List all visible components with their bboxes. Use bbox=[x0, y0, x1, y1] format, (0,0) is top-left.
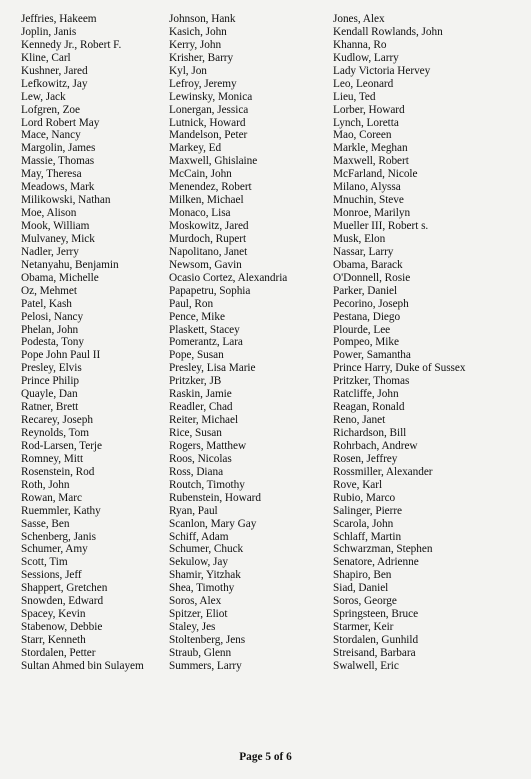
name-entry: Sekulow, Jay bbox=[169, 556, 228, 569]
name-column-2 bbox=[169, 13, 333, 673]
name-entry: Lutnick, Howard bbox=[169, 116, 246, 129]
name-entry: Oz, Mehmet bbox=[21, 284, 77, 297]
name-entry: Lefroy, Jeremy bbox=[169, 77, 237, 90]
name-entry: Roos, Nicolas bbox=[169, 452, 232, 465]
name-entry: Ross, Diana bbox=[169, 465, 224, 478]
name-entry: Margolin, James bbox=[21, 142, 96, 155]
name-entry: Rowan, Marc bbox=[21, 491, 82, 504]
name-entry: Ocasio Cortez, Alexandria bbox=[169, 271, 288, 284]
name-entry: Milano, Alyssa bbox=[333, 181, 401, 194]
name-entry: Ruemmler, Kathy bbox=[21, 504, 101, 517]
name-entry: Maxwell, Ghislaine bbox=[169, 155, 258, 168]
name-entry: Kendall Rowlands, John bbox=[333, 25, 443, 38]
name-entry: McCain, John bbox=[169, 168, 232, 181]
name-entry: Mook, William bbox=[21, 220, 90, 232]
name-entry: May, Theresa bbox=[21, 168, 82, 181]
name-entry: Kasich, John bbox=[169, 25, 227, 38]
name-entry: Johnson, Hank bbox=[169, 13, 236, 25]
name-entry: O'Donnell, Rosie bbox=[333, 271, 411, 284]
name-entry: Rosenstein, Rod bbox=[21, 465, 95, 478]
name-entry: Richardson, Bill bbox=[333, 427, 407, 439]
name-entry: Senatore, Adrienne bbox=[333, 556, 419, 569]
name-entry: Raskin, Jamie bbox=[169, 388, 232, 401]
name-entry: Scott, Tim bbox=[21, 556, 68, 569]
name-entry: Mao, Coreen bbox=[333, 129, 392, 142]
name-entry: Reno, Janet bbox=[333, 414, 386, 427]
name-entry: Lewinsky, Monica bbox=[169, 90, 253, 103]
name-entry: Pestana, Diego bbox=[333, 310, 401, 323]
name-entry: Obama, Michelle bbox=[21, 271, 99, 284]
name-entry: Kline, Carl bbox=[21, 51, 71, 64]
name-entry: Power, Samantha bbox=[333, 349, 411, 362]
name-entry: Nadler, Jerry bbox=[21, 245, 79, 258]
name-entry: Rohrbach, Andrew bbox=[333, 439, 418, 452]
footer-current-page: 5 bbox=[265, 751, 271, 763]
name-entry: Scarola, John bbox=[333, 517, 394, 530]
name-entry: Lew, Jack bbox=[21, 90, 66, 103]
name-entry: Shapiro, Ben bbox=[333, 569, 392, 582]
name-entry: Streisand, Barbara bbox=[333, 646, 416, 659]
name-entry: Rove, Karl bbox=[333, 478, 383, 491]
name-entry: Readler, Chad bbox=[169, 401, 233, 414]
name-entry: Kushner, Jared bbox=[21, 64, 88, 77]
name-entry: Swalwell, Eric bbox=[333, 659, 399, 672]
name-entry: Mueller III, Robert s. bbox=[333, 220, 429, 232]
name-entry: Monaco, Lisa bbox=[169, 207, 231, 220]
page-footer bbox=[0, 751, 531, 763]
name-entry: Routch, Timothy bbox=[169, 478, 245, 491]
name-entry: Moe, Alison bbox=[21, 207, 77, 220]
name-entry: Rice, Susan bbox=[169, 427, 222, 439]
name-entry: Quayle, Dan bbox=[21, 388, 78, 401]
name-entry: Roth, John bbox=[21, 478, 70, 491]
name-entry: Parker, Daniel bbox=[333, 284, 398, 297]
name-entry: Ryan, Paul bbox=[169, 504, 218, 517]
name-entry: Pope John Paul II bbox=[21, 349, 101, 362]
name-entry: Spitzer, Eliot bbox=[169, 608, 228, 621]
name-entry: Pope, Susan bbox=[169, 349, 224, 362]
name-entry: Joplin, Janis bbox=[21, 25, 77, 38]
name-entry: Napolitano, Janet bbox=[169, 245, 248, 258]
name-entry: Pelosi, Nancy bbox=[21, 310, 84, 323]
name-entry: Milikowski, Nathan bbox=[21, 194, 111, 207]
footer-page-word: Page bbox=[239, 751, 263, 763]
name-entry: Nassar, Larry bbox=[333, 245, 394, 258]
name-entry: Mulvaney, Mick bbox=[21, 232, 95, 245]
name-entry: Papapetru, Sophia bbox=[169, 284, 251, 297]
name-entry: Straub, Glenn bbox=[169, 646, 232, 659]
name-entry: Lynch, Loretta bbox=[333, 116, 399, 129]
name-entry: Pritzker, Thomas bbox=[333, 375, 410, 388]
name-entry: Shamir, Yitzhak bbox=[169, 569, 241, 582]
name-entry: Lorber, Howard bbox=[333, 103, 405, 116]
name-entry: Paul, Ron bbox=[169, 297, 214, 310]
name-entry: Plaskett, Stacey bbox=[169, 323, 240, 336]
name-entry: Netanyahu, Benjamin bbox=[21, 258, 119, 271]
name-column-1 bbox=[21, 13, 169, 673]
name-entry: Sessions, Jeff bbox=[21, 569, 82, 582]
name-entry: Shappert, Gretchen bbox=[21, 582, 108, 595]
name-entry: Reagan, Ronald bbox=[333, 401, 405, 414]
name-entry: Kerry, John bbox=[169, 38, 222, 51]
name-entry: Prince Harry, Duke of Sussex bbox=[333, 362, 466, 375]
name-entry: Kyl, Jon bbox=[169, 64, 207, 77]
name-entry: Pritzker, JB bbox=[169, 375, 222, 388]
name-entry: Kudlow, Larry bbox=[333, 51, 399, 64]
name-entry: Staley, Jes bbox=[169, 621, 216, 634]
name-entry: Plourde, Lee bbox=[333, 323, 391, 336]
name-entry: Snowden, Edward bbox=[21, 595, 104, 608]
name-entry: Rogers, Matthew bbox=[169, 439, 247, 452]
name-entry: Pence, Mike bbox=[169, 310, 225, 323]
name-entry: Murdoch, Rupert bbox=[169, 232, 247, 245]
name-entry: Rubenstein, Howard bbox=[169, 491, 261, 504]
name-entry: Spacey, Kevin bbox=[21, 608, 86, 621]
name-entry: Springsteen, Bruce bbox=[333, 608, 419, 621]
name-entry: Kennedy Jr., Robert F. bbox=[21, 38, 122, 51]
name-entry: Sasse, Ben bbox=[21, 517, 70, 530]
name-entry: Stoltenberg, Jens bbox=[169, 634, 246, 646]
name-entry: Sultan Ahmed bin Sulayem bbox=[21, 659, 144, 672]
name-entry: McFarland, Nicole bbox=[333, 168, 418, 181]
name-entry: Jeffries, Hakeem bbox=[21, 13, 97, 25]
footer-of-word: of bbox=[273, 751, 284, 763]
name-entry: Lady Victoria Hervey bbox=[333, 64, 431, 77]
name-entry: Stordalen, Gunhild bbox=[333, 634, 419, 646]
name-entry: Musk, Elon bbox=[333, 232, 386, 245]
footer-total-pages: 6 bbox=[286, 751, 292, 763]
name-entry: Meadows, Mark bbox=[21, 181, 95, 194]
name-entry: Summers, Larry bbox=[169, 659, 242, 672]
name-entry: Pecorino, Joseph bbox=[333, 297, 409, 310]
name-entry: Monroe, Marilyn bbox=[333, 207, 411, 220]
name-entry: Lofgren, Zoe bbox=[21, 103, 80, 116]
name-entry: Presley, Lisa Marie bbox=[169, 362, 256, 375]
name-entry: Ratcliffe, John bbox=[333, 388, 399, 401]
name-entry: Presley, Elvis bbox=[21, 362, 82, 375]
name-entry: Milken, Michael bbox=[169, 194, 244, 207]
name-entry: Markle, Meghan bbox=[333, 142, 408, 155]
name-entry: Prince Philip bbox=[21, 375, 80, 388]
name-entry: Maxwell, Robert bbox=[333, 155, 409, 168]
name-entry: Mace, Nancy bbox=[21, 129, 81, 142]
name-entry: Menendez, Robert bbox=[169, 181, 252, 194]
name-entry: Shea, Timothy bbox=[169, 582, 235, 595]
name-entry: Soros, Alex bbox=[169, 595, 222, 608]
name-entry: Schumer, Chuck bbox=[169, 543, 244, 556]
name-entry: Rubio, Marco bbox=[333, 491, 396, 504]
name-entry: Moskowitz, Jared bbox=[169, 220, 249, 232]
name-entry: Podesta, Tony bbox=[21, 336, 84, 349]
name-entry: Stordalen, Petter bbox=[21, 646, 96, 659]
name-entry: Pompeo, Mike bbox=[333, 336, 399, 349]
name-entry: Newsom, Gavin bbox=[169, 258, 242, 271]
name-entry: Stabenow, Debbie bbox=[21, 621, 103, 634]
name-entry: Leo, Leonard bbox=[333, 77, 394, 90]
name-entry: Schumer, Amy bbox=[21, 543, 88, 556]
name-entry: Lonergan, Jessica bbox=[169, 103, 249, 116]
name-entry: Ratner, Brett bbox=[21, 401, 79, 414]
name-entry: Schiff, Adam bbox=[169, 530, 229, 543]
name-entry: Romney, Mitt bbox=[21, 452, 84, 465]
name-entry: Schwarzman, Stephen bbox=[333, 543, 433, 556]
name-entry: Salinger, Pierre bbox=[333, 504, 403, 517]
name-entry: Lefkowitz, Jay bbox=[21, 77, 88, 90]
name-entry: Starmer, Keir bbox=[333, 621, 394, 634]
name-entry: Obama, Barack bbox=[333, 258, 403, 271]
name-entry: Siad, Daniel bbox=[333, 582, 389, 595]
name-entry: Pomerantz, Lara bbox=[169, 336, 243, 349]
name-entry: Recarey, Joseph bbox=[21, 414, 93, 427]
name-entry: Rosen, Jeffrey bbox=[333, 452, 398, 465]
name-entry: Lord Robert May bbox=[21, 116, 100, 129]
name-entry: Phelan, John bbox=[21, 323, 79, 336]
name-entry: Rossmiller, Alexander bbox=[333, 465, 433, 478]
name-entry: Scanlon, Mary Gay bbox=[169, 517, 257, 530]
name-entry: Mandelson, Peter bbox=[169, 129, 248, 142]
name-entry: Schenberg, Janis bbox=[21, 530, 96, 543]
name-entry: Reiter, Michael bbox=[169, 414, 239, 427]
name-column-3 bbox=[333, 13, 531, 673]
name-entry: Rod-Larsen, Terje bbox=[21, 439, 102, 452]
name-entry: Massie, Thomas bbox=[21, 155, 95, 168]
name-entry: Khanna, Ro bbox=[333, 38, 387, 51]
name-entry: Soros, George bbox=[333, 595, 397, 608]
name-entry: Krisher, Barry bbox=[169, 51, 234, 64]
name-entry: Reynolds, Tom bbox=[21, 427, 90, 439]
name-entry: Mnuchin, Steve bbox=[333, 194, 404, 207]
name-entry: Starr, Kenneth bbox=[21, 634, 86, 646]
name-entry: Markey, Ed bbox=[169, 142, 222, 155]
name-entry: Patel, Kash bbox=[21, 297, 72, 310]
name-entry: Lieu, Ted bbox=[333, 90, 376, 103]
name-entry: Jones, Alex bbox=[333, 13, 385, 25]
name-entry: Schlaff, Martin bbox=[333, 530, 402, 543]
name-columns bbox=[21, 13, 531, 673]
